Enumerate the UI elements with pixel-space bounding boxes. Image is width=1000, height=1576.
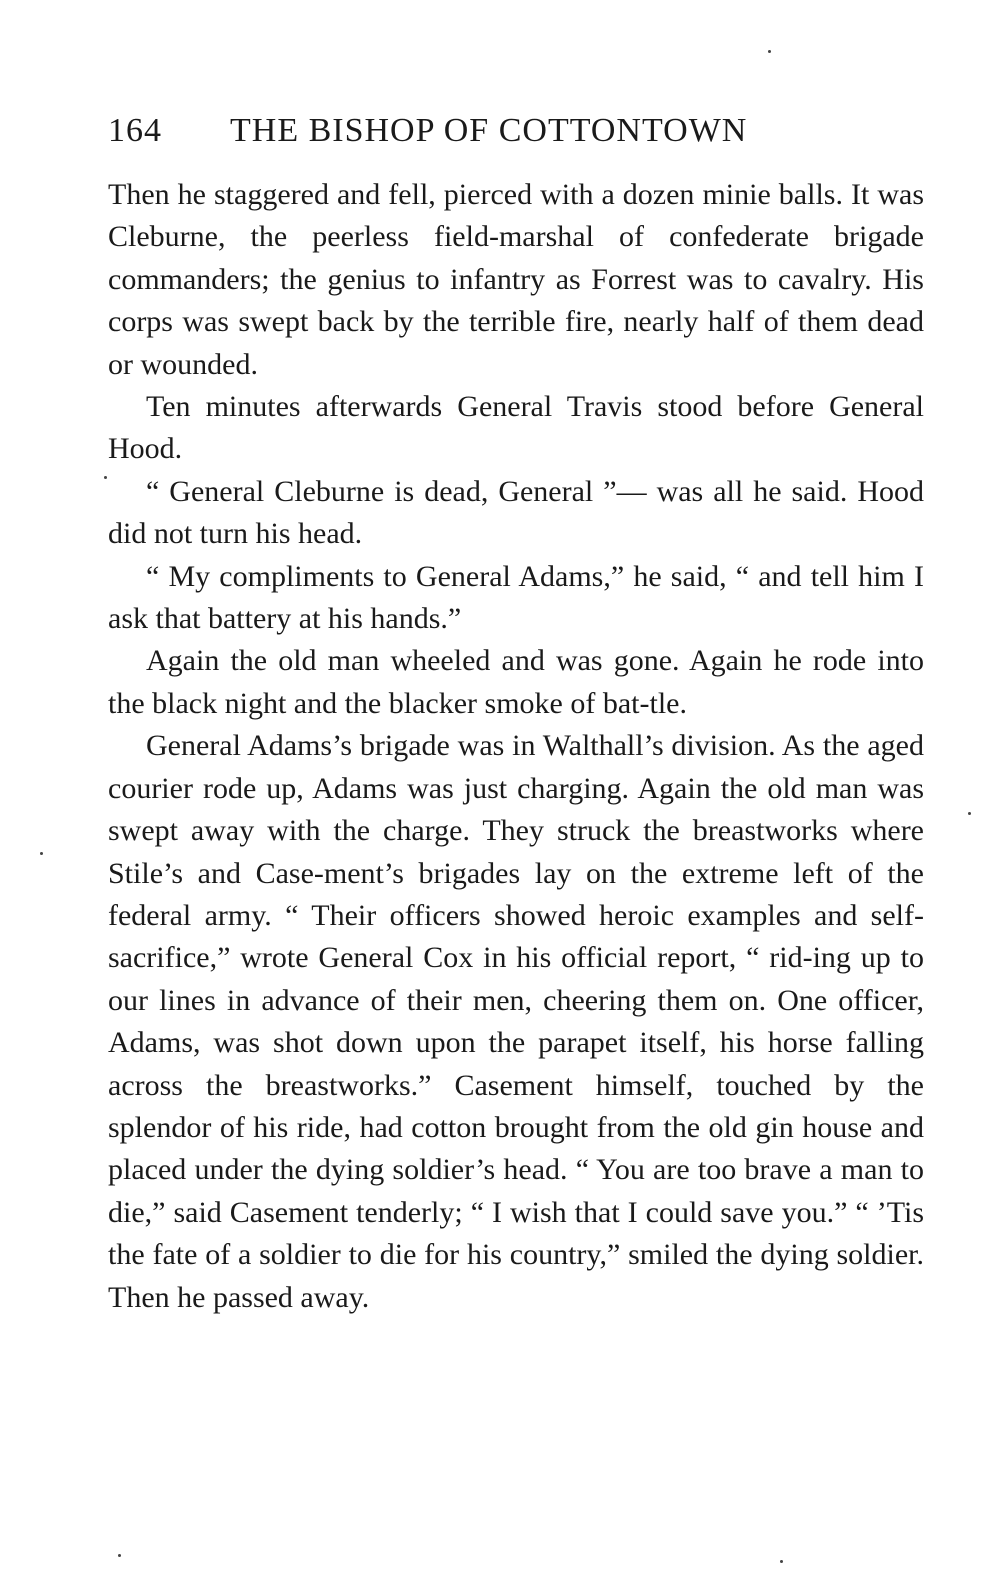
body-text [108, 174, 924, 1319]
paragraph-cleburne-falls: Then he staggered and fell, pierced with a dozen minie balls. It was Cleburne, the peerless field-marshal of confederate brigade commanders; the genius to infantry as Forrest was to cavalry. His corps was swept back by the terrible fire, nearly half of them dead or wounded. [108, 178, 924, 381]
paragraph-adams-brigade: General Adams’s brigade was in Walthall’s division. As the aged courier rode up, Adams was just charging. Again the old man was swept away with the charge. They struck the breastworks where Stile’s and Case-ment’s brigades lay on the extreme left of the federal army. “ Their officers showed heroic examples and self-sacrifice,” wrote General Cox in his official report, “ rid-ing up to our lines in advance of their men, cheering them on. One officer, Adams, was shot down upon the parapet itself, his horse falling across the breastworks.” Casement himself, touched by the splendor of his ride, had cotton brought from the old gin house and placed under the dying soldier’s head. “ You are too brave a man to die,” said Casement tenderly; “ I wish that I could save you.” “ ’Tis the fate of a soldier to die for his country,” smiled the dying soldier. Then he passed away. [108, 729, 924, 1314]
page-number: 164 [108, 112, 162, 149]
book-title: THE BISHOP OF COTTONTOWN [230, 112, 748, 149]
speck [40, 852, 43, 855]
speck [768, 50, 771, 53]
speck [780, 1560, 783, 1563]
speck [118, 1554, 121, 1557]
speck [968, 812, 971, 815]
paragraph-compliments-to-adams: “ My compliments to General Adams,” he said, “ and tell him I ask that battery at his hands.” [108, 559, 924, 636]
paragraph-cleburne-dead: “ General Cleburne is dead, General ”— was all he said. Hood did not turn his head. [108, 474, 924, 551]
paragraph-travis-before-hood: Ten minutes afterwards General Travis stood before General Hood. [108, 390, 924, 466]
speck [104, 476, 107, 479]
paragraph-old-man-wheeled: Again the old man wheeled and was gone. Again he rode into the black night and the blacker smoke of bat-tle. [108, 644, 924, 720]
running-head [108, 106, 928, 156]
